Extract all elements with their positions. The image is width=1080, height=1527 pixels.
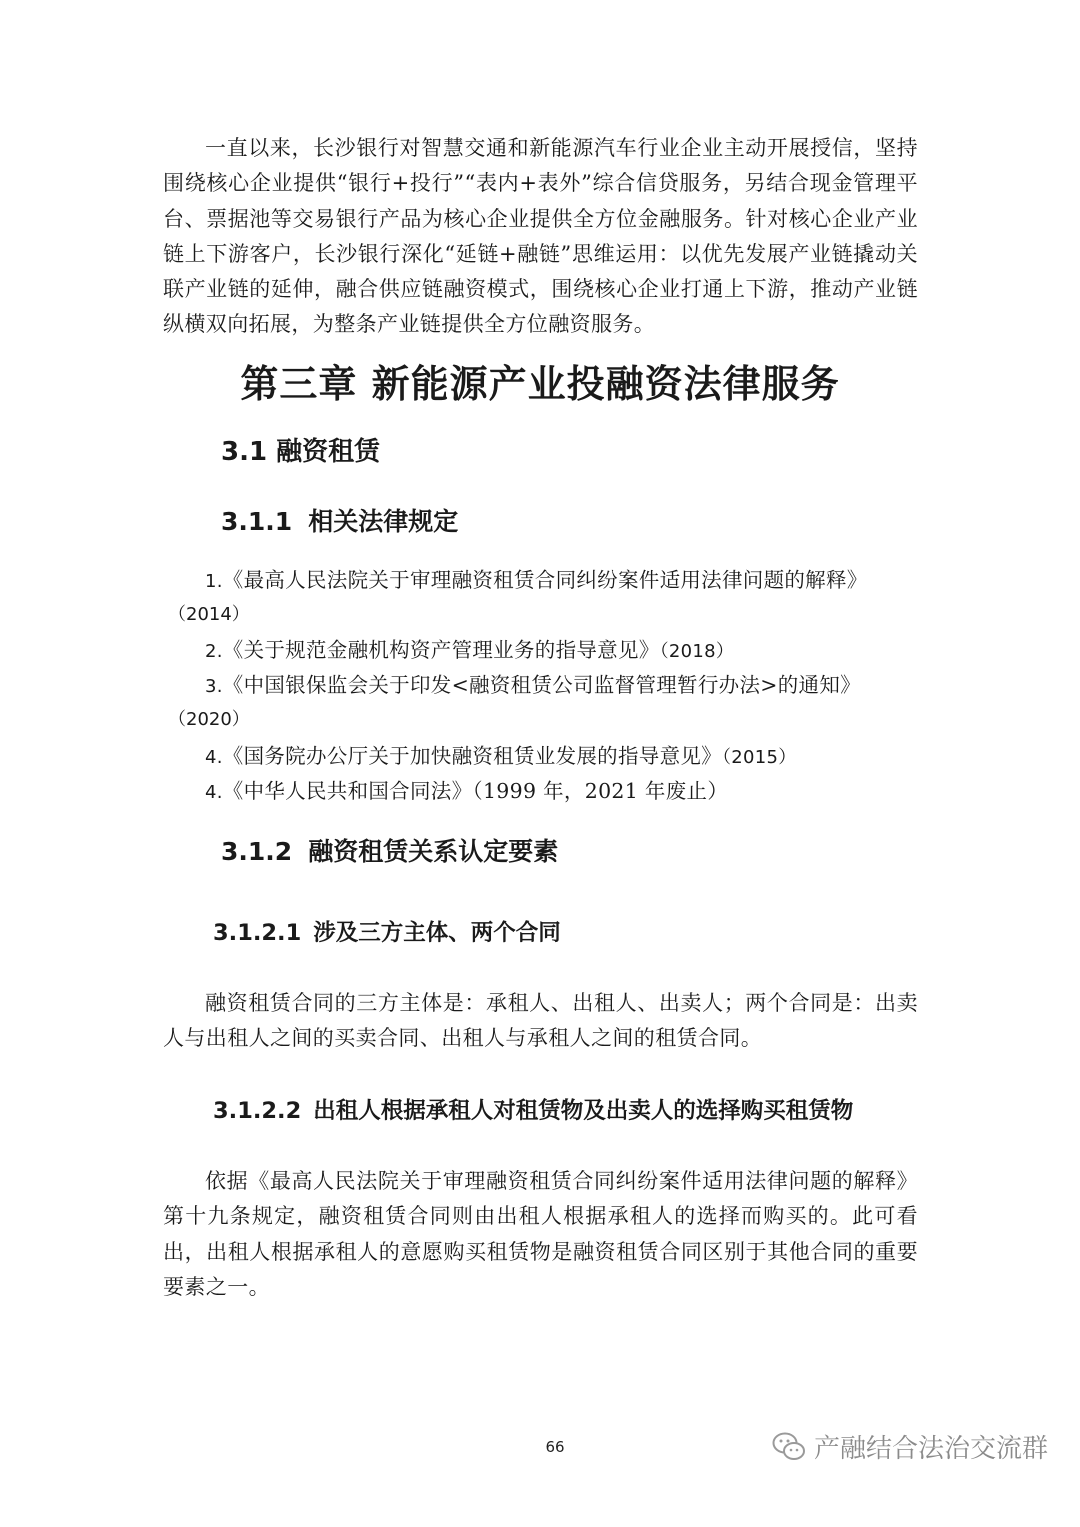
reference-year: （2015）: [721, 747, 797, 768]
reference-number: 4.: [205, 747, 223, 768]
reference-item-5: [205, 774, 728, 810]
reference-title: 《中国银保监会关于印发<融资租赁公司监督管理暂行办法>的通知》: [222, 673, 861, 697]
reference-title: 《最高人民法院关于审理融资租赁合同纠纷案件适用法律问题的解释》: [222, 568, 868, 592]
chapter-title: 第三章 新能源产业投融资法律服务: [240, 362, 840, 406]
section-heading-3-1-2: [221, 834, 558, 870]
section-number: 3.1.2: [221, 837, 293, 866]
watermark: [772, 1428, 1048, 1465]
section-number: 3.1.2.1: [213, 920, 302, 946]
wechat-icon: [772, 1432, 806, 1462]
reference-number: 3.: [205, 676, 223, 697]
page-number: 66: [545, 1438, 565, 1456]
reference-title: 《国务院办公厅关于加快融资租赁业发展的指导意见》: [222, 744, 722, 768]
reference-title: 《关于规范金融机构资产管理业务的指导意见》: [222, 638, 660, 662]
section-number: 3.1.2.2: [213, 1098, 302, 1124]
intro-paragraph: 一直以来，长沙银行对智慧交通和新能源汽车行业企业主动开展授信，坚持围绕核心企业提供“银行+投行”“表内+表外”综合信贷服务，另结合现金管理平台、票据池等交易银行产品为核心企业提供全方位金融服务。针对核心企业产业链上下游客户，长沙银行深化“延链+融链”思维运用：以优先发展产业链撬动关联产业链的延伸，融合供应链融资模式，围绕核心企业打通上下游，推动产业链纵横双向拓展，为整条产业链提供全方位融资服务。: [163, 136, 918, 337]
reference-year: （1999 年，2021 年废止）: [472, 779, 729, 803]
reference-year: （2020）: [168, 709, 250, 730]
section-title: 出租人根据承租人对租赁物及出卖人的选择购买租赁物: [313, 1098, 854, 1124]
section-title: 融资租赁关系认定要素: [308, 837, 559, 866]
reference-number: 4.: [205, 782, 223, 803]
section-3-1-2-1-body: 融资租赁合同的三方主体是：承租人、出租人、出卖人；两个合同是：出卖人与出租人之间的买卖合同、出租人与承租人之间的租赁合同。: [163, 991, 918, 1051]
reference-year: （2014）: [168, 604, 250, 625]
watermark-text: 产融结合法治交流群: [813, 1434, 1048, 1464]
section-title: 相关法律规定: [308, 507, 459, 536]
section-heading-3-1-2-2: [213, 1094, 853, 1128]
section-number: 3.1.1: [221, 507, 293, 536]
reference-number: 2.: [205, 641, 223, 662]
reference-title: 《中华人民共和国合同法》: [222, 779, 473, 803]
section-heading-3-1-2-1: [213, 916, 561, 950]
reference-number: 1.: [205, 571, 223, 592]
reference-item-4: [205, 739, 797, 775]
reference-item-2: [205, 633, 734, 669]
reference-item-3: [205, 668, 861, 704]
section-heading-3-1: 3.1 融资租赁: [221, 437, 381, 467]
reference-year: （2018）: [659, 641, 735, 662]
reference-item-1: [205, 563, 868, 599]
section-title: 涉及三方主体、两个合同: [313, 920, 561, 946]
section-heading-3-1-1: [221, 504, 458, 540]
section-3-1-2-2-body: 依据《最高人民法院关于审理融资租赁合同纠纷案件适用法律问题的解释》第十九条规定，融资租赁合同则由出租人根据承租人的选择而购买的。此可看出，出租人根据承租人的意愿购买租赁物是融资租赁合同区别于其他合同的重要要素之一。: [163, 1169, 918, 1299]
